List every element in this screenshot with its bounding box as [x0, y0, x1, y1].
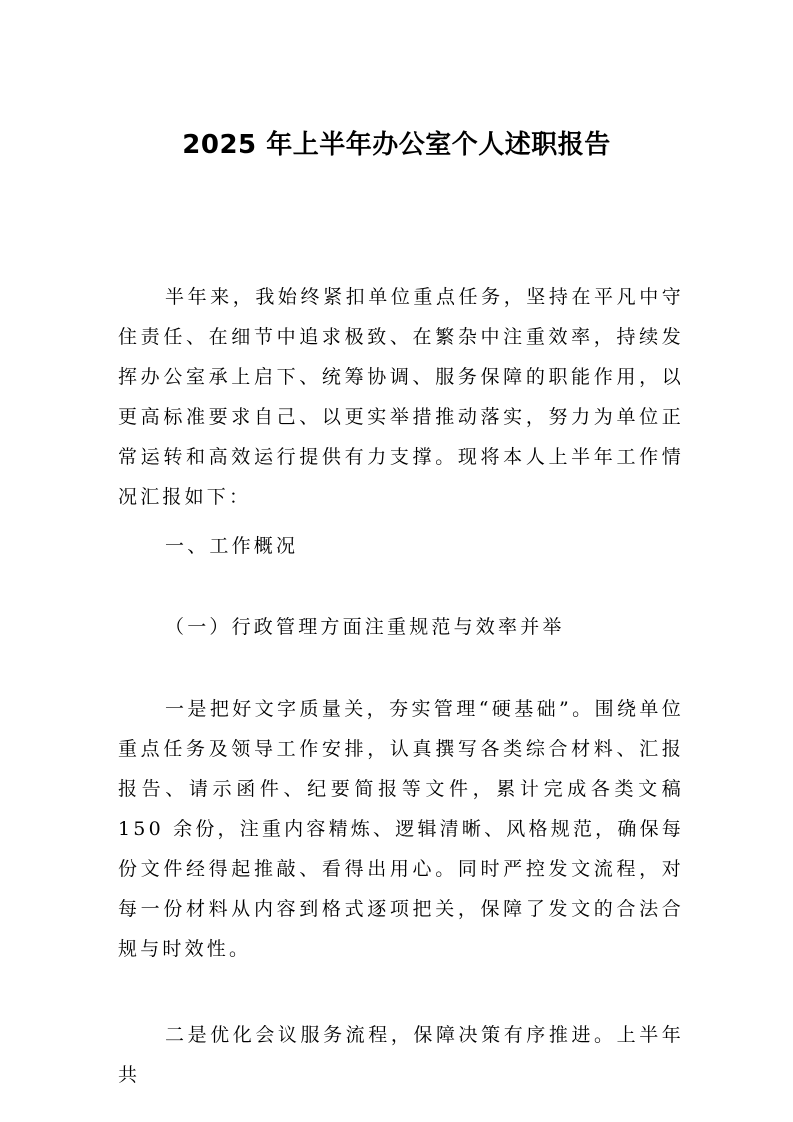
- intro-paragraph: 半年来，我始终紧扣单位重点任务，坚持在平凡中守住责任、在细节中追求极致、在繁杂中注重效率，持续发挥办公室承上启下、统筹协调、服务保障的职能作用，以更高标准要求自己、以更实举措推动落实，努力为单位正常运转和高效运行提供有力支撑。现将本人上半年工作情况汇报如下：: [118, 286, 684, 508]
- point-one-paragraph: 一是把好文字质量关，夯实管理“硬基础”。围绕单位重点任务及领导工作安排，认真撰写各类综合材料、汇报报告、请示函件、纪要简报等文件，累计完成各类文稿 150 余份，注重内容精炼、逻辑清晰、风格规范，确保每份文件经得起推敲、看得出用心。同时严控发文流程，对每一份材料从内容到格式逐项把关，保障了发文的合法合规与时效性。: [118, 698, 684, 960]
- subsection-heading: （一）行政管理方面注重规范与效率并举: [165, 616, 565, 638]
- point-two-paragraph: 二是优化会议服务流程，保障决策有序推进。上半年共: [118, 1024, 684, 1086]
- document-title: 2025 年上半年办公室个人述职报告: [182, 130, 611, 160]
- section-heading: 一、工作概况: [165, 535, 299, 557]
